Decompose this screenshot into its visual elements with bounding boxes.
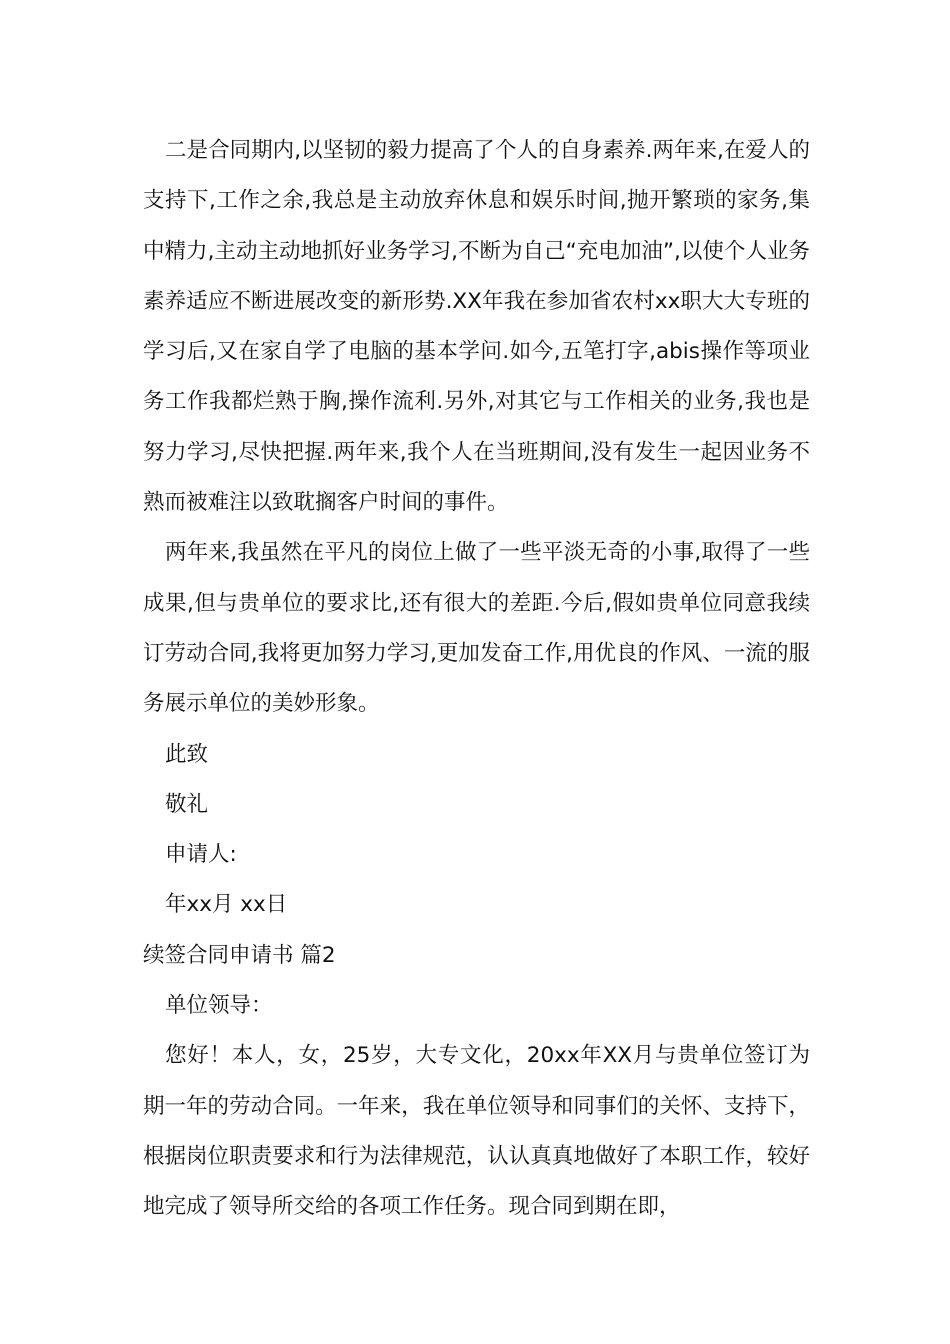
document-body <box>143 126 810 1233</box>
paragraph-introduction: 您好！本人，女，25岁，大专文化，20xx年XX月与贵单位签订为期一年的劳动合同。一年来，我在单位领导和同事们的关怀、支持下，根据岗位职责要求和行为法律规范，认认真真地做好了本职工作，较好地完成了领导所交给的各项工作任务。现合同到期在即， <box>143 1043 810 1220</box>
date-line: 年xx月 xx日 <box>165 892 288 918</box>
paragraph-self-improvement: 二是合同期内,以坚韧的毅力提高了个人的自身素养.两年来,在爱人的支持下,工作之余,我总是主动放弃休息和娱乐时间,抛开繁琐的家务,集中精力,主动主动地抓好业务学习,不断为自己“充电加油”,以使个人业务素养适应不断进展改变的新形势.XX年我在参加省农村xx职大大专班的学习后,又在家自学了电脑的基本学问.如今,五笔打字,abis操作等项业务工作我都烂熟于胸,操作流利.另外,对其它与工作相关的业务,我也是努力学习,尽快把握.两年来,我个人在当班期间,没有发生一起因业务不熟而被难注以致耽搁客户时间的事件。 <box>143 138 810 516</box>
applicant-label: 申请人: <box>165 842 237 868</box>
closing-salute: 敬礼 <box>165 791 209 817</box>
section-title: 续签合同申请书 篇2 <box>143 942 336 968</box>
closing-greeting: 此致 <box>165 741 209 767</box>
salutation: 单位领导： <box>165 993 273 1019</box>
paragraph-summary: 两年来,我虽然在平凡的岗位上做了一些平淡无奇的小事,取得了一些成果,但与贵单位的要求比,还有很大的差距.今后,假如贵单位同意我续订劳动合同,我将更加努力学习,更加发奋工作,用优良的作风、一流的服务展示单位的美妙形象。 <box>143 540 810 717</box>
